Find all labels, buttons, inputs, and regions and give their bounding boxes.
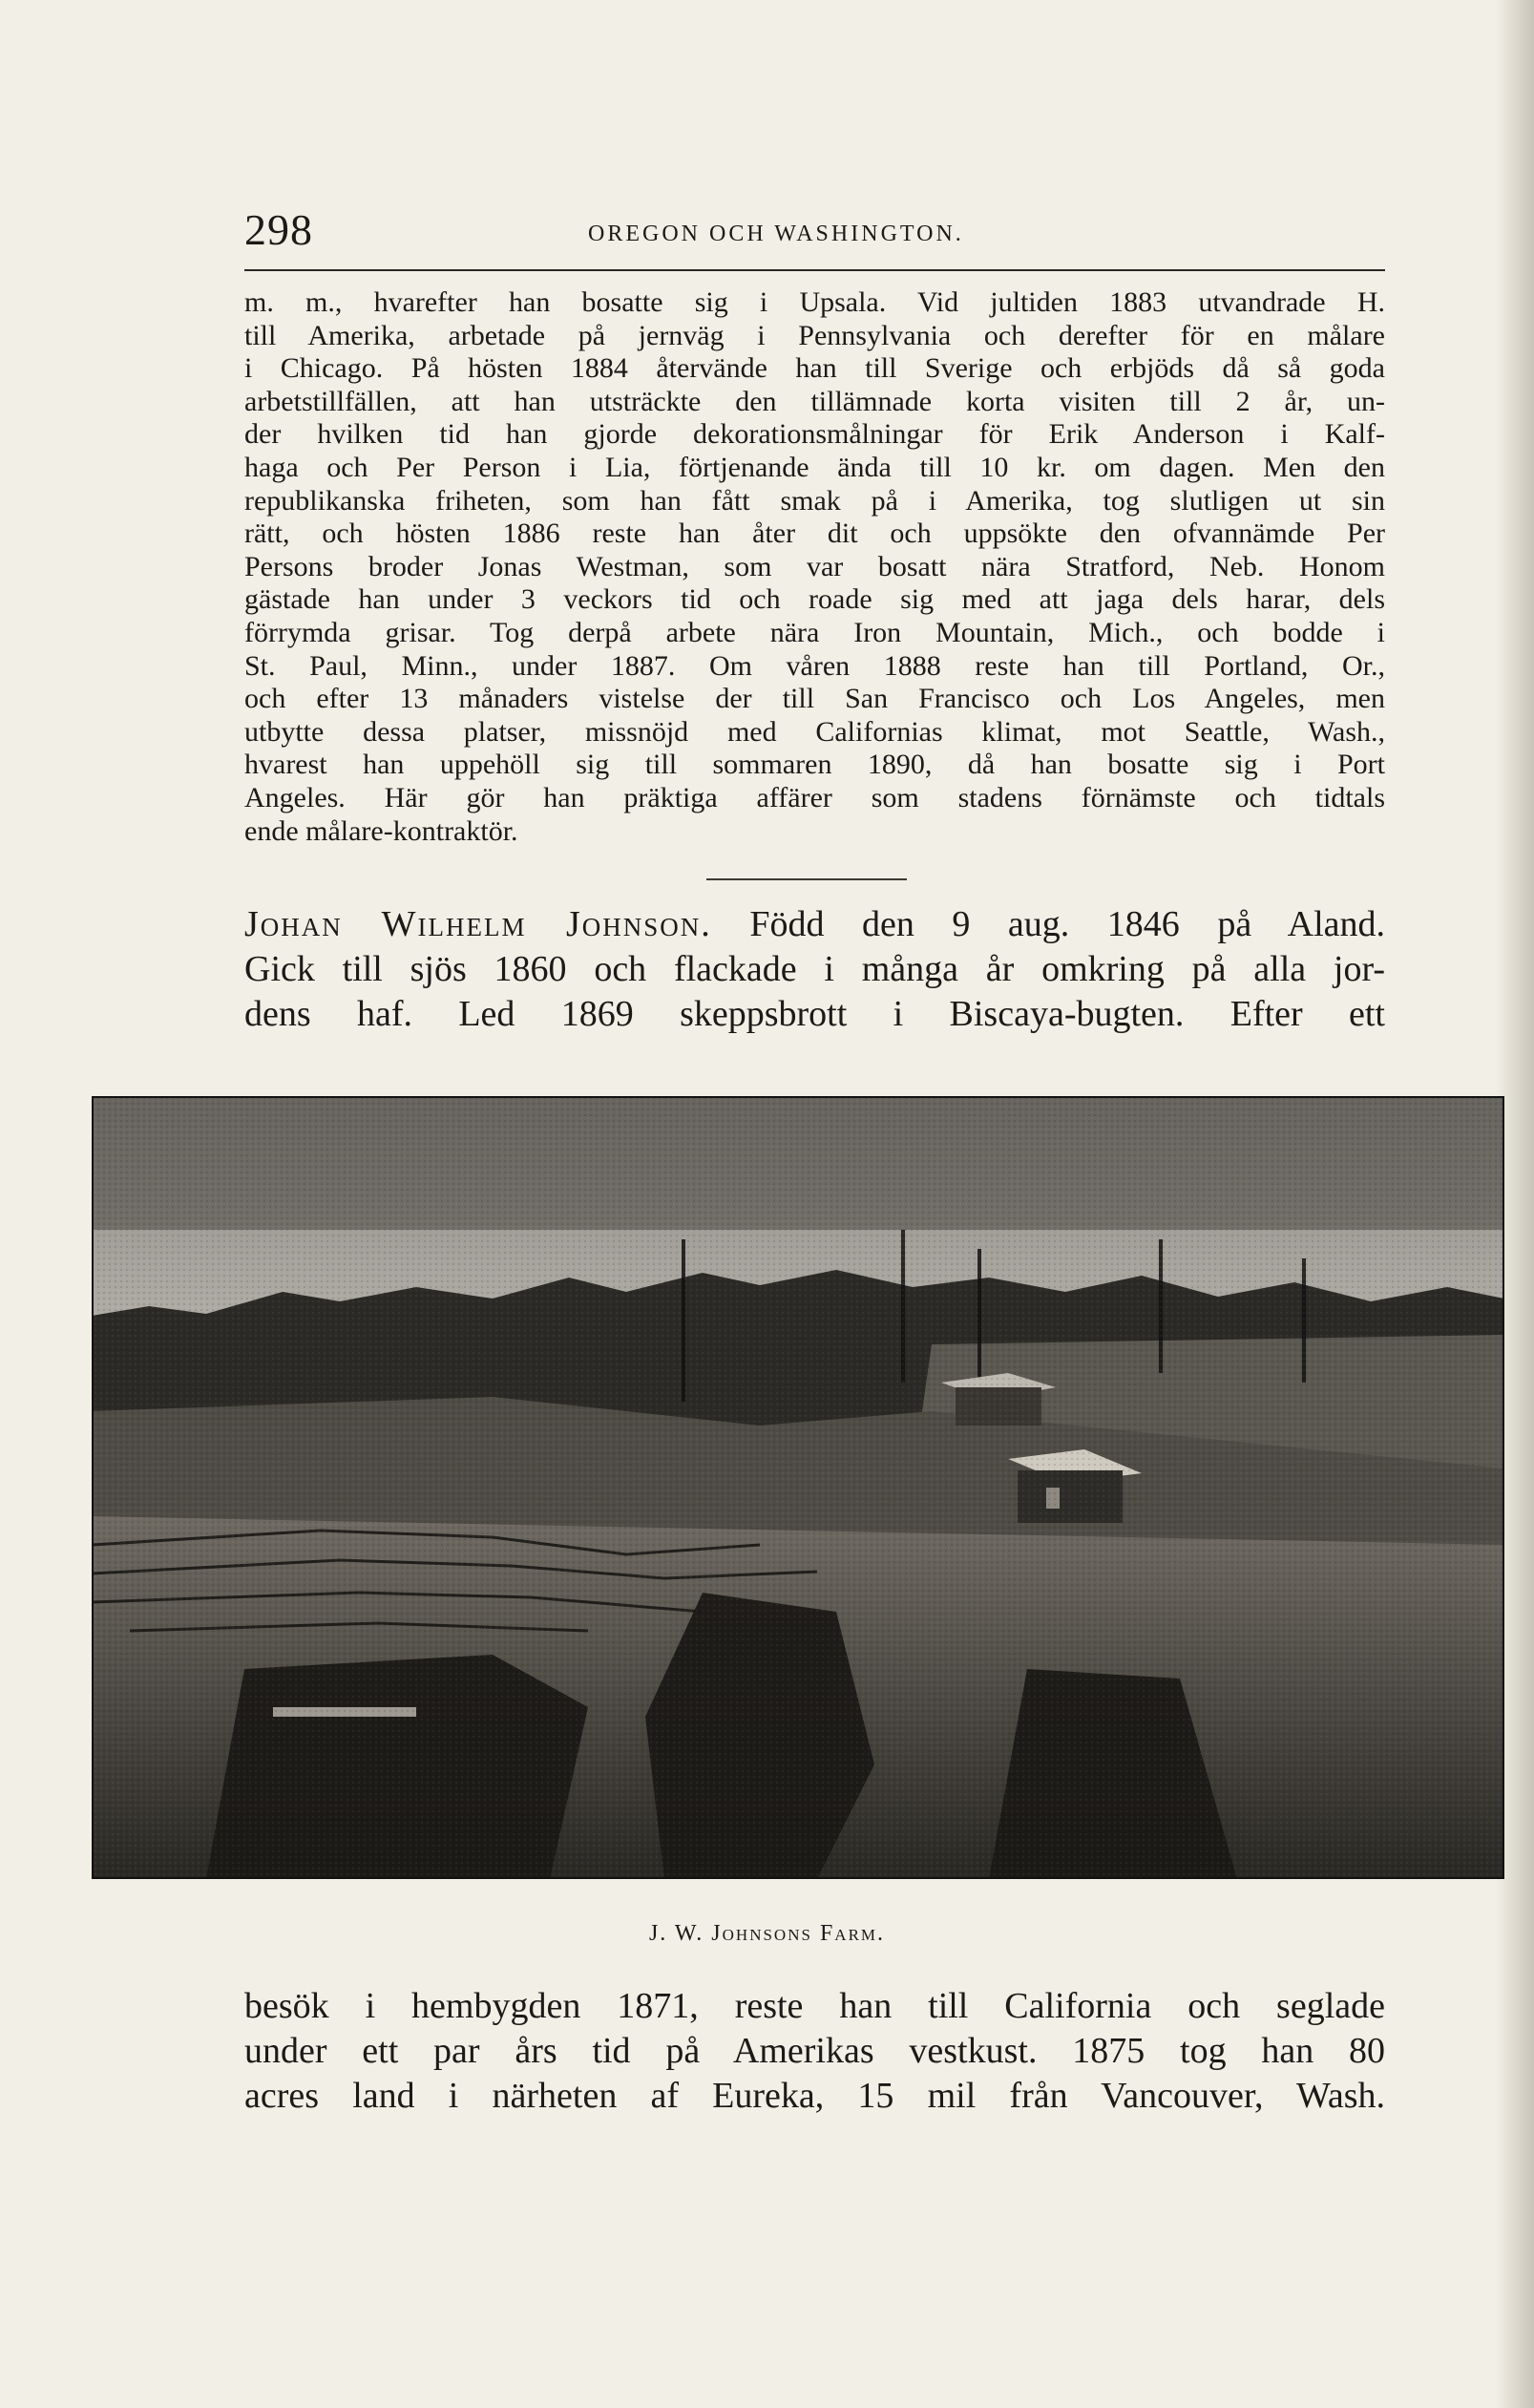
text-line: gästade han under 3 veckors tid och roade sig med att jaga dels harar, dels: [244, 583, 1385, 616]
text-line: dens haf. Led 1869 skeppsbrott i Biscaya-bugten. Efter ett: [244, 994, 1385, 1034]
text-line: Persons broder Jonas Westman, som var bosatt nära Stratford, Neb. Honom: [244, 550, 1385, 582]
text-line: i Chicago. På hösten 1884 återvände han till Sverige och erbjöds då så goda: [244, 352, 1385, 385]
header-rule: [244, 269, 1385, 271]
text-line: republikanska friheten, som han fått smak på i Amerika, tog slutligen ut sin: [244, 484, 1385, 517]
text-line: besök i hembygden 1871, reste han till California och seglade: [244, 1986, 1385, 2026]
text-line: Angeles. Här gör han präktiga affärer som stadens förnämste och tidtals: [244, 781, 1385, 813]
farm-photo-image: [92, 1096, 1504, 1879]
text-line: förrymda grisar. Tog derpå arbete nära Iron Mountain, Mich., och bodde i: [244, 616, 1385, 648]
person-name: Johan Wilhelm Johnson.: [244, 904, 712, 944]
text-line: arbetstillfällen, att han utsträckte den tillämnade korta visiten till 2 år, un-: [244, 385, 1385, 417]
text-line: hvarest han uppehöll sig till sommaren 1890, då han bosatte sig i Port: [244, 749, 1385, 781]
text-line: m. m., hvarefter han bosatte sig i Upsala. Vid jultiden 1883 utvandrade H.: [244, 286, 1385, 318]
text-line: under ett par års tid på Amerikas vestkust. 1875 tog han 80: [244, 2031, 1385, 2071]
text-line: Gick till sjös 1860 och flackade i många år omkring på alla jor-: [244, 949, 1385, 989]
text-line: haga och Per Person i Lia, förtjenande ända till 10 kr. om dagen. Men den: [244, 451, 1385, 483]
text-line: utbytte dessa platser, missnöjd med Californias klimat, mot Seattle, Wash.,: [244, 715, 1385, 748]
text-line: [244, 902, 1385, 947]
text-line: der hvilken tid han gjorde dekorationsmålningar för Erik Anderson i Kalf-: [244, 418, 1385, 451]
text-line: acres land i närheten af Eureka, 15 mil från Vancouver, Wash.: [244, 2076, 1385, 2116]
paragraph-johnson-biography: [244, 902, 1385, 1037]
running-head: OREGON OCH WASHINGTON.: [588, 222, 964, 246]
text-line: ende målare-kontraktör.: [244, 814, 518, 847]
section-divider: [706, 878, 907, 880]
paragraph-westman-biography: [244, 286, 1385, 848]
text-line: och efter 13 månaders vistelse der till San Francisco och Los Angeles, men: [244, 683, 1385, 715]
text-line: rätt, och hösten 1886 reste han åter dit och uppsökte den ofvannämde Per: [244, 518, 1385, 550]
page-number: 298: [244, 205, 313, 254]
text-line: till Amerika, arbetade på jernväg i Pennsylvania och derefter för en målare: [244, 319, 1385, 351]
text-line: St. Paul, Minn., under 1887. Om våren 1888 reste han till Portland, Or.,: [244, 649, 1385, 682]
farm-photograph: [92, 1096, 1504, 1879]
photo-caption: [0, 1921, 1534, 1947]
caption-text: J. W. Johnsons Farm.: [648, 1921, 886, 1946]
text-fragment: Född den 9 aug. 1846 på Aland.: [749, 904, 1385, 944]
paragraph-johnson-continued: [244, 1984, 1385, 2119]
page-header: [244, 201, 1385, 267]
